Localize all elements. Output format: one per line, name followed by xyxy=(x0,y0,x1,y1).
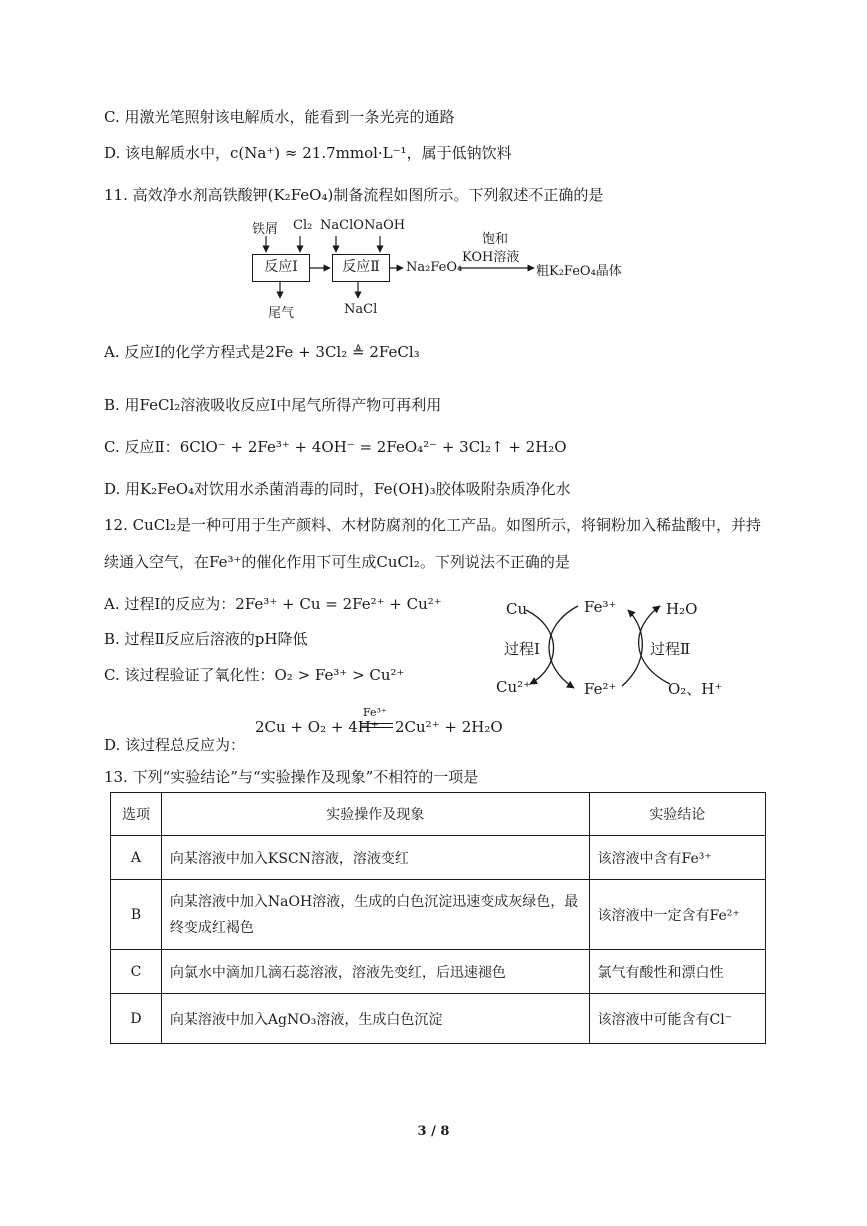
total-eq-equals xyxy=(361,723,393,728)
row-option: B xyxy=(111,880,162,950)
cycle-h2o: H₂O xyxy=(666,600,698,618)
header-operation: 实验操作及现象 xyxy=(161,793,589,836)
total-eq-right: 2Cu²⁺ + 2H₂O xyxy=(395,718,503,736)
table-row xyxy=(111,950,766,994)
table-row xyxy=(111,880,766,950)
q10-option-d-formula: c(Na⁺) ≈ 21.7mmol·L⁻¹ xyxy=(230,144,407,162)
q12-option-a xyxy=(104,594,442,614)
q12-option-c-equation: O₂ > Fe³⁺ > Cu²⁺ xyxy=(274,666,405,684)
row-conclusion: 氯气有酸性和漂白性 xyxy=(589,950,766,994)
q12-option-d: D. 该过程总反应为： xyxy=(104,736,246,754)
q12-cycle-diagram xyxy=(490,592,740,702)
flow-box-reaction-2: 反应Ⅱ xyxy=(332,254,390,282)
q10-option-d xyxy=(104,143,512,163)
flow-product-na2feo4: Na₂FeO₄ xyxy=(406,260,463,275)
cycle-fe3: Fe³⁺ xyxy=(584,598,617,616)
q12-stem-line-1: 12. CuCl₂是一种可用于生产颜料、木材防腐剂的化工产品。如图所示，将铜粉加入稀盐酸中，并持 xyxy=(104,516,762,534)
q11-stem-suffix: 制备流程如图所示。下列叙述不正确的是 xyxy=(333,186,604,204)
row-operation: 向氯水中滴加几滴石蕊溶液，溶液先变红，后迅速褪色 xyxy=(161,950,589,994)
q11-option-d-formula: Fe(OH)₃ xyxy=(374,480,436,498)
q12-stem-line-2: 续通入空气，在Fe³⁺的催化作用下可生成CuCl₂。下列说法不正确的是 xyxy=(104,553,570,571)
q11-stem-formula: (K₂FeO₄) xyxy=(267,186,334,204)
header-option: 选项 xyxy=(111,793,162,836)
cycle-cu: Cu xyxy=(506,600,528,618)
q12-option-c xyxy=(104,665,404,685)
row-conclusion: 该溶液中含有Fe³⁺ xyxy=(589,836,766,880)
q12-option-c-prefix: C. 该过程验证了氧化性： xyxy=(104,666,275,684)
q10-option-d-suffix: ，属于低钠饮料 xyxy=(406,144,512,162)
q10-option-d-prefix: D. 该电解质水中， xyxy=(104,144,231,162)
flow-input-cl2: Cl₂ xyxy=(293,218,313,233)
row-conclusion: 该溶液中一定含有Fe²⁺ xyxy=(589,880,766,950)
flow-input-iron: 铁屑 xyxy=(252,222,279,237)
page-number: 3 / 8 xyxy=(417,1124,450,1139)
flow-output-nacl: NaCl xyxy=(344,302,378,317)
total-eq-left: 2Cu + O₂ + 4H⁺ xyxy=(255,718,379,736)
row-operation: 向某溶液中加入AgNO₃溶液，生成白色沉淀 xyxy=(161,994,589,1044)
row-option: C xyxy=(111,950,162,994)
q11-option-c-equation: 6ClO⁻ + 2Fe³⁺ + 4OH⁻ = 2FeO₄²⁻ + 3Cl₂↑ + 2H₂O xyxy=(179,438,567,456)
q11-option-a-prefix: A. 反应Ⅰ的化学方程式是 xyxy=(104,343,266,361)
table-header-row xyxy=(111,793,766,836)
q11-option-d-suffix: 胶体吸附杂质净化水 xyxy=(435,480,571,498)
q10-option-c: C. 用激光笔照射该电解质水，能看到一条光亮的通路 xyxy=(104,108,455,126)
row-operation: 向某溶液中加入KSCN溶液，溶液变红 xyxy=(161,836,589,880)
q13-stem: 13. 下列“实验结论”与“实验操作及现象”不相符的一项是 xyxy=(104,768,479,786)
row-option: A xyxy=(111,836,162,880)
flow-reagent-bottom: KOH溶液 xyxy=(462,250,520,265)
cycle-cu2: Cu²⁺ xyxy=(496,678,532,696)
q12-option-a-equation: 2Fe³⁺ + Cu = 2Fe²⁺ + Cu²⁺ xyxy=(235,595,442,613)
row-operation: 向某溶液中加入NaOH溶液，生成的白色沉淀迅速变成灰绿色，最终变成红褐色 xyxy=(161,880,589,950)
flow-reagent-top: 饱和 xyxy=(482,232,509,247)
q11-option-a-equation: 2Fe + 3Cl₂ ≜ 2FeCl₃ xyxy=(265,343,420,361)
q12-option-a-prefix: A. 过程Ⅰ的反应为： xyxy=(104,595,236,613)
q11-stem xyxy=(104,185,603,205)
cycle-fe2: Fe²⁺ xyxy=(584,680,617,698)
q12-option-b: B. 过程Ⅱ反应后溶液的pH降低 xyxy=(104,630,308,648)
q11-stem-prefix: 11. 高效净水剂高铁酸钾 xyxy=(104,186,268,204)
table-row xyxy=(111,994,766,1044)
row-conclusion: 该溶液中可能含有Cl⁻ xyxy=(589,994,766,1044)
q13-table xyxy=(110,792,766,1044)
q12-total-equation xyxy=(255,706,503,742)
flow-input-naoh: NaOH xyxy=(364,218,406,233)
total-eq-catalyst: Fe³⁺ xyxy=(363,706,387,719)
cycle-o2-h: O₂、H⁺ xyxy=(668,680,723,698)
header-conclusion: 实验结论 xyxy=(589,793,766,836)
q11-option-b: B. 用FeCl₂溶液吸收反应Ⅰ中尾气所得产物可再利用 xyxy=(104,396,442,414)
flow-input-naclo: NaClO xyxy=(320,218,364,233)
q11-option-d-prefix: D. 用K₂FeO₄对饮用水杀菌消毒的同时， xyxy=(104,480,375,498)
cycle-process-2: 过程Ⅱ xyxy=(650,640,691,658)
flow-box-reaction-1: 反应Ⅰ xyxy=(252,254,310,282)
flow-output-tail-gas: 尾气 xyxy=(268,306,295,321)
q11-option-a xyxy=(104,342,420,362)
flow-product-crude-k2feo4: 粗K₂FeO₄晶体 xyxy=(536,264,622,279)
q11-option-c-prefix: C. 反应Ⅱ： xyxy=(104,438,180,456)
q11-option-c xyxy=(104,437,567,457)
table-row xyxy=(111,836,766,880)
row-option: D xyxy=(111,994,162,1044)
q11-flow-diagram xyxy=(240,214,660,322)
q11-option-d xyxy=(104,479,571,499)
cycle-process-1: 过程Ⅰ xyxy=(504,640,540,658)
